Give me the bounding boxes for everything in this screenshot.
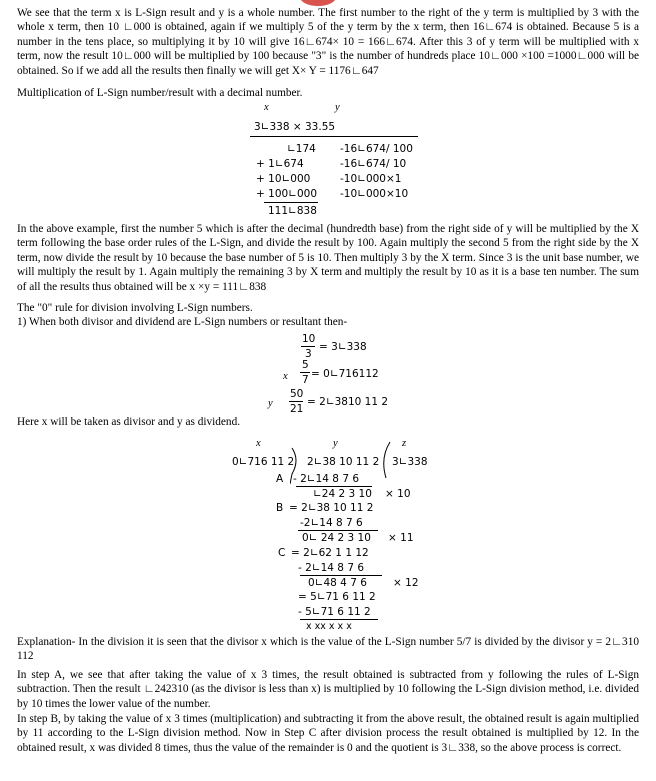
division-rule	[296, 486, 372, 487]
mult-total-rule	[264, 202, 318, 203]
division-rule	[298, 530, 378, 531]
mult-left-row: + 1∟674	[256, 158, 304, 170]
fraction-3-numerator: 50	[290, 388, 304, 400]
division-row: 0∟48 4 7 6	[308, 577, 367, 589]
mult-right-row: -10∟000×10	[340, 188, 409, 200]
division-row-multiplier: × 12	[393, 577, 419, 589]
zero-rule-heading: The "0" rule for division involving L-Sign numbers.	[17, 302, 253, 314]
fraction-1-denominator: 3	[305, 348, 312, 360]
division-row: = 2∟38 10 11 2	[289, 502, 374, 514]
mult-left-row: + 10∟000	[256, 173, 311, 185]
fraction-2-variable: x	[283, 371, 288, 382]
division-row-multiplier: × 10	[385, 488, 411, 500]
fraction-2-bar	[300, 372, 310, 373]
fraction-3-variable: y	[268, 398, 273, 409]
division-row: ∟24 2 3 10	[313, 488, 372, 500]
heading-decimal-multiplication: Multiplication of L-Sign number/result with a decimal number.	[17, 87, 303, 99]
fraction-1-numerator: 10	[302, 333, 316, 345]
division-dividend: 2∟38 10 11 2	[307, 456, 380, 468]
division-row-label: C	[278, 547, 286, 559]
mult-x-label: x	[264, 102, 269, 113]
fraction-3-bar	[289, 401, 303, 402]
division-row: = 2∟62 1 1 12	[291, 547, 369, 559]
division-row: -2∟14 8 7 6	[300, 517, 363, 529]
fraction-3-value: = 2∟3810 11 2	[307, 396, 389, 408]
explanation-paragraph: Explanation- In the division it is seen that the divisor x which is the value of the L-Sign number 5/7 is divided by the divisor y = 2∟310 112	[17, 636, 639, 663]
mult-left-row: ∟174	[287, 143, 316, 155]
mult-right-row: -16∟674/ 10	[340, 158, 407, 170]
division-row: x xx x x x	[306, 621, 352, 632]
mult-header: 3∟338 × 33.55	[254, 121, 336, 133]
paragraph-multiplication-explanation: We see that the term x is L-Sign result and y is a whole number. The first number to the right of the y term is multiplied by 3 with the whole x term, then 10 ∟000 is obtained, again if we multiply 5 of the y term by the x term, then 16∟674 is obtained. Because 5 is a number in the tens place, so multiplying it by 10 will give 16∟674× 10 = 166∟674. After this 3 of y term will be multiplied with x term, now the result 10∟000 will be multiplied by 100 because "3" is the number of hundreds place 10∟000 ×100 =1000∟000 will be obtained. So if we add all the results then finally we will get X× Y = 1176∟647	[17, 7, 639, 77]
mult-left-row: + 100∟000	[256, 188, 318, 200]
division-row: - 5∟71 6 11 2	[298, 606, 371, 618]
mult-right-row: -16∟674/ 100	[340, 143, 413, 155]
fraction-2-value: = 0∟716112	[311, 368, 379, 380]
fraction-2-denominator: 7	[302, 374, 309, 386]
divisor-note: Here x will be taken as divisor and y as dividend.	[17, 416, 241, 428]
division-row-label: A	[276, 473, 284, 485]
mult-right-row: -10∟000×1	[340, 173, 402, 185]
step-b-paragraph: In step B, by taking the value of x 3 times (multiplication) and subtracting it from the above result, the obtained result is again multiplied by 11 according to the L-Sign division method. Now in Step C after division process the result obtained is multiplied by 12. In the obtained result, x was divided 8 times, thus the value of the remainder is 0 and the quotient is 3∟338, so the above process is correct.	[17, 713, 639, 754]
mult-total: 111∟838	[268, 205, 317, 217]
division-row-multiplier: × 11	[388, 532, 414, 544]
division-row-label: B	[276, 502, 284, 514]
paragraph-mult-explanation: In the above example, first the number 5 which is after the decimal (hundredth base) from the right side of y will be multiplied by the X term following the base order rules of the L-Sign, and divide the result by 100. Again multiply the second 5 from the right side by the X term, now divide the result by 10 because the base number of 5 is 10. Then multiply 3 by the X term. Since 3 is the unit base number, we will multiply the result by 1. Again multiply the remaining 3 by X term and multiply the result by 10 as it is a base ten number. The sum of all the results thus obtained will be x ×y = 111∟838	[17, 223, 639, 293]
fraction-1-value: = 3∟338	[319, 341, 367, 353]
case-1-text: 1) When both divisor and dividend are L-Sign numbers or resultant then-	[17, 316, 348, 328]
step-a-paragraph: In step A, we see that after taking the value of x 3 times, the result obtained is subtracted from y following the rules of L-Sign subtraction. Then the result ∟242310 (as the divisor is less than x) is multiplied by 10 following the L-Sign division method, i.e. divided by 10 times the lower value of the number.	[17, 669, 639, 710]
quotient-bracket	[380, 440, 392, 480]
mult-y-label: y	[335, 102, 340, 113]
division-row: - 2∟14 8 7 6	[298, 562, 365, 574]
division-rule	[300, 619, 378, 620]
fraction-2-numerator: 5	[302, 359, 309, 371]
division-z-label: z	[402, 438, 407, 449]
division-row: = 5∟71 6 11 2	[298, 591, 376, 603]
division-y-label: y	[333, 438, 338, 449]
fraction-1-bar	[301, 346, 315, 347]
division-divisor: 0∟716 11 2	[232, 456, 295, 468]
mult-top-rule	[250, 136, 418, 137]
division-row: 0∟ 24 2 3 10	[302, 532, 371, 544]
division-rule	[300, 575, 382, 576]
division-quotient: 3∟338	[392, 456, 428, 468]
fraction-3-denominator: 21	[290, 403, 304, 415]
division-x-label: x	[256, 438, 261, 449]
division-row: - 2∟14 8 7 6	[293, 473, 360, 485]
